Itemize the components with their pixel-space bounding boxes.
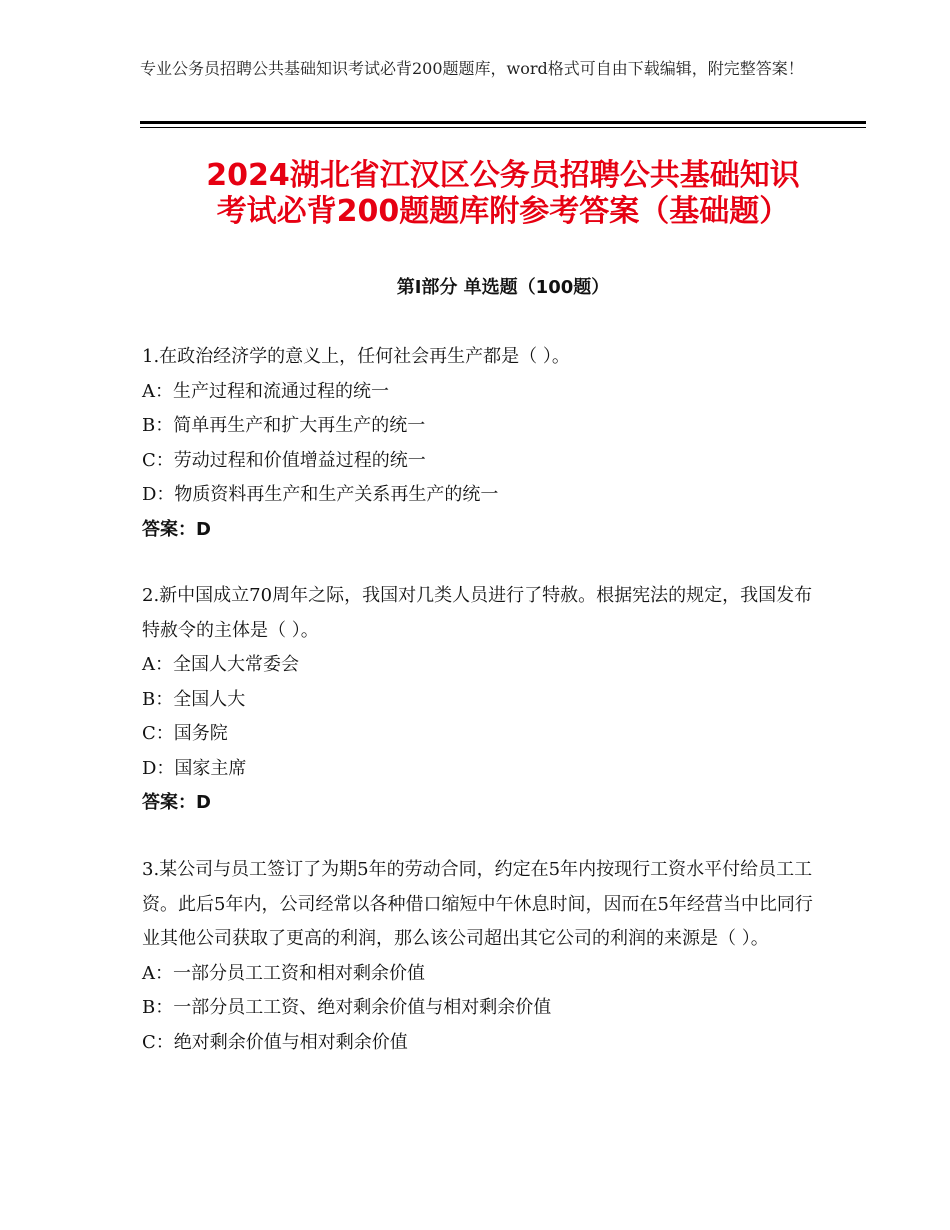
document-title-line-1: 2024湖北省江汉区公务员招聘公共基础知识 <box>206 158 800 193</box>
option-c: C：绝对剩余价值与相对剩余价值 <box>142 1031 408 1053</box>
option-d: D：国家主席 <box>142 757 247 779</box>
document-title <box>140 158 866 230</box>
option-a: A：全国人大常委会 <box>142 654 299 675</box>
answer-line: 答案：D <box>142 518 211 540</box>
header-rule-thin <box>140 127 866 128</box>
option-a: A：一部分员工工资和相对剩余价值 <box>142 962 425 984</box>
option-d: D：物质资料再生产和生产关系再生产的统一 <box>142 484 499 505</box>
header-rule-thick <box>140 121 866 124</box>
question-stem: 1.在政治经济学的意义上，任何社会再生产都是（ ）。 <box>142 346 570 367</box>
question-2 <box>142 579 814 821</box>
answer-line: 答案：D <box>142 792 211 813</box>
option-b: B：一部分员工工资、绝对剩余价值与相对剩余价值 <box>142 997 552 1018</box>
document-title-line-2: 考试必背200题题库附参考答案（基础题） <box>216 194 790 229</box>
question-1 <box>142 340 814 547</box>
question-3 <box>142 853 814 1060</box>
question-stem: 2.新中国成立70周年之际，我国对几类人员进行了特赦。根据宪法的规定，我国发布特赦令的主体是（ ）。 <box>142 585 813 641</box>
option-b: B：全国人大 <box>142 688 246 710</box>
section-title: 第Ⅰ部分 单选题（100题） <box>396 277 610 298</box>
option-b: B：简单再生产和扩大再生产的统一 <box>142 415 426 436</box>
header-note: 专业公务员招聘公共基础知识考试必背200题题库，word格式可自由下载编辑，附完整答案！ <box>140 59 804 78</box>
option-c: C：劳动过程和价值增益过程的统一 <box>142 449 426 471</box>
option-c: C：国务院 <box>142 723 228 744</box>
option-a: A：生产过程和流通过程的统一 <box>142 380 389 402</box>
question-stem: 3.某公司与员工签订了为期5年的劳动合同，约定在5年内按现行工资水平付给员工工资。此后5年内，公司经常以各种借口缩短中午休息时间，因而在5年经营当中比同行业其他公司获取了更高的利润，那么该公司超出其它公司的利润的来源是（ ）。 <box>142 859 813 949</box>
